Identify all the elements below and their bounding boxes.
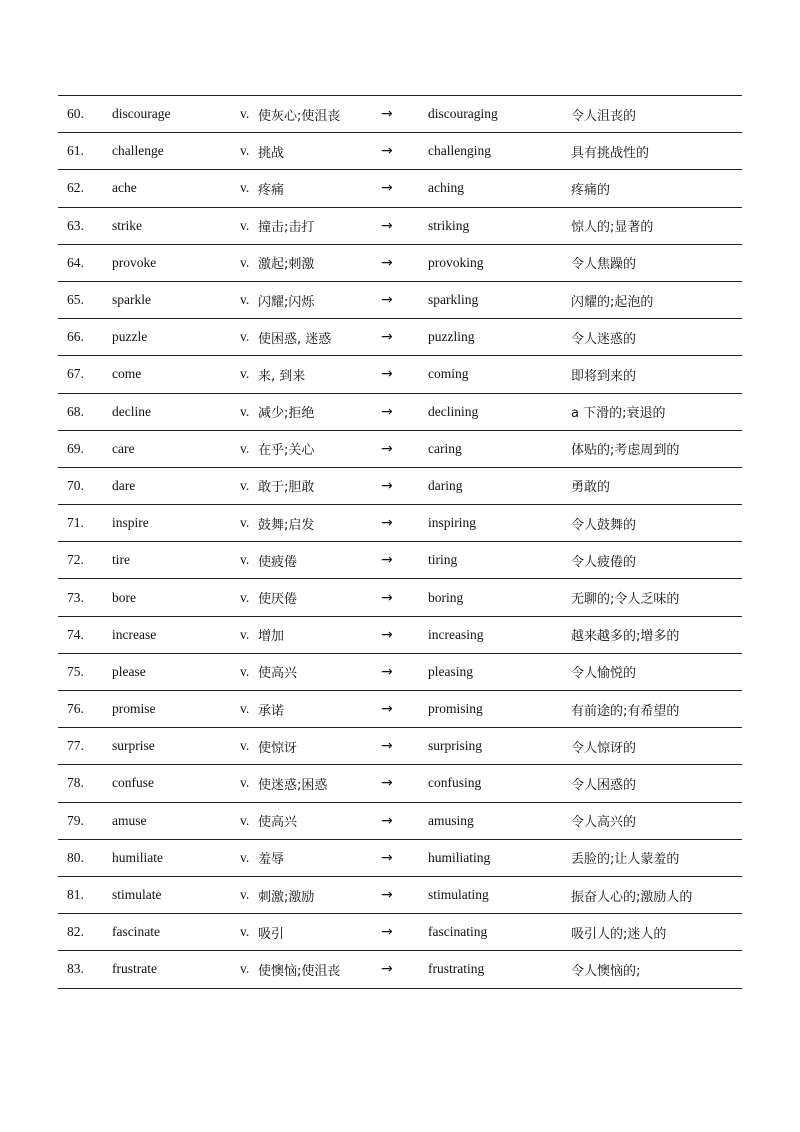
row-number: 77. xyxy=(67,738,84,754)
verb-meaning: 刺激;激励 xyxy=(258,889,315,905)
verb-word: strike xyxy=(112,217,142,233)
part-of-speech: v. xyxy=(240,849,250,865)
part-of-speech: v. xyxy=(240,180,250,196)
part-of-speech: v. xyxy=(240,440,250,456)
adjective-word: confusing xyxy=(428,775,482,791)
verb-word: promise xyxy=(112,701,156,717)
arrow-icon: → xyxy=(381,626,393,643)
arrow-icon: → xyxy=(381,180,393,197)
table-row xyxy=(58,579,742,616)
arrow-icon: → xyxy=(381,552,393,569)
part-of-speech: v. xyxy=(240,663,250,679)
adjective-meaning: 令人疲倦的 xyxy=(571,554,637,570)
arrow-icon: → xyxy=(381,440,393,457)
verb-meaning: 减少;拒绝 xyxy=(258,406,315,422)
row-number: 76. xyxy=(67,701,84,717)
table-row xyxy=(58,468,742,505)
verb-word: sparkle xyxy=(112,292,151,308)
verb-meaning: 吸引 xyxy=(258,926,285,942)
verb-meaning: 激起;刺激 xyxy=(258,257,315,273)
adjective-meaning: 无聊的;令人乏味的 xyxy=(571,592,680,608)
verb-meaning: 使灰心;使沮丧 xyxy=(258,108,341,124)
verb-word: decline xyxy=(112,403,151,419)
adjective-meaning: 疼痛的 xyxy=(571,182,611,198)
adjective-word: coming xyxy=(428,366,469,382)
verb-word: challenge xyxy=(112,143,164,159)
adjective-word: declining xyxy=(428,403,479,419)
arrow-icon: → xyxy=(381,589,393,606)
table-row xyxy=(58,394,742,431)
adjective-meaning: 闪耀的;起泡的 xyxy=(571,294,654,310)
table-row xyxy=(58,431,742,468)
arrow-icon: → xyxy=(381,403,393,420)
part-of-speech: v. xyxy=(240,403,250,419)
part-of-speech: v. xyxy=(240,106,250,122)
adjective-word: stimulating xyxy=(428,887,489,903)
row-number: 69. xyxy=(67,440,84,456)
adjective-meaning: 勇敢的 xyxy=(571,480,611,496)
adjective-meaning: 令人惊讶的 xyxy=(571,740,637,756)
verb-meaning: 撞击;击打 xyxy=(258,220,315,236)
adjective-meaning: 即将到来的 xyxy=(571,368,637,384)
adjective-word: discouraging xyxy=(428,106,498,122)
part-of-speech: v. xyxy=(240,887,250,903)
arrow-icon: → xyxy=(381,924,393,941)
table-row xyxy=(58,208,742,245)
verb-word: provoke xyxy=(112,254,157,270)
adjective-word: striking xyxy=(428,217,470,233)
adjective-word: puzzling xyxy=(428,329,475,345)
table-row xyxy=(58,914,742,951)
adjective-meaning: 吸引人的;迷人的 xyxy=(571,926,667,942)
adjective-meaning: 振奋人心的;激励人的 xyxy=(571,889,693,905)
row-number: 70. xyxy=(67,477,84,493)
arrow-icon: → xyxy=(381,292,393,309)
row-number: 66. xyxy=(67,329,84,345)
table-row xyxy=(58,803,742,840)
verb-meaning: 来, 到来 xyxy=(258,368,306,384)
part-of-speech: v. xyxy=(240,292,250,308)
table-row xyxy=(58,654,742,691)
adjective-meaning: 令人懊恼的; xyxy=(571,963,641,979)
adjective-word: provoking xyxy=(428,254,484,270)
arrow-icon: → xyxy=(381,106,393,123)
row-number: 71. xyxy=(67,515,84,531)
row-number: 78. xyxy=(67,775,84,791)
row-number: 67. xyxy=(67,366,84,382)
table-row xyxy=(58,840,742,877)
verb-word: confuse xyxy=(112,775,154,791)
table-row xyxy=(58,617,742,654)
verb-meaning: 挑战 xyxy=(258,145,285,161)
part-of-speech: v. xyxy=(240,477,250,493)
arrow-icon: → xyxy=(381,701,393,718)
arrow-icon: → xyxy=(381,254,393,271)
adjective-word: pleasing xyxy=(428,663,473,679)
table-row xyxy=(58,356,742,393)
verb-meaning: 使迷惑;困惑 xyxy=(258,777,328,793)
verb-meaning: 敢于;胆敢 xyxy=(258,480,315,496)
arrow-icon: → xyxy=(381,366,393,383)
arrow-icon: → xyxy=(381,143,393,160)
table-row xyxy=(58,691,742,728)
arrow-icon: → xyxy=(381,663,393,680)
verb-word: increase xyxy=(112,626,157,642)
adjective-word: daring xyxy=(428,477,463,493)
row-number: 62. xyxy=(67,180,84,196)
adjective-word: caring xyxy=(428,440,462,456)
part-of-speech: v. xyxy=(240,738,250,754)
table-row xyxy=(58,282,742,319)
verb-word: fascinate xyxy=(112,924,160,940)
adjective-meaning: 令人沮丧的 xyxy=(571,108,637,124)
part-of-speech: v. xyxy=(240,254,250,270)
part-of-speech: v. xyxy=(240,812,250,828)
row-number: 72. xyxy=(67,552,84,568)
adjective-word: increasing xyxy=(428,626,484,642)
table-row xyxy=(58,170,742,207)
verb-word: dare xyxy=(112,477,136,493)
adjective-word: boring xyxy=(428,589,464,605)
arrow-icon: → xyxy=(381,217,393,234)
adjective-meaning: 令人愉悦的 xyxy=(571,666,637,682)
arrow-icon: → xyxy=(381,515,393,532)
row-number: 81. xyxy=(67,887,84,903)
part-of-speech: v. xyxy=(240,924,250,940)
verb-word: please xyxy=(112,663,146,679)
adjective-meaning: 越来越多的;增多的 xyxy=(571,629,680,645)
verb-meaning: 使困惑, 迷惑 xyxy=(258,331,332,347)
adjective-word: tiring xyxy=(428,552,458,568)
verb-word: ache xyxy=(112,180,137,196)
table-row xyxy=(58,505,742,542)
row-number: 61. xyxy=(67,143,84,159)
arrow-icon: → xyxy=(381,477,393,494)
arrow-icon: → xyxy=(381,329,393,346)
table-row xyxy=(58,951,742,988)
vocabulary-table xyxy=(58,96,742,989)
part-of-speech: v. xyxy=(240,143,250,159)
verb-meaning: 鼓舞;启发 xyxy=(258,517,315,533)
row-number: 63. xyxy=(67,217,84,233)
adjective-meaning: 丢脸的;让人蒙羞的 xyxy=(571,852,680,868)
verb-word: surprise xyxy=(112,738,155,754)
row-number: 73. xyxy=(67,589,84,605)
verb-meaning: 使厌倦 xyxy=(258,592,298,608)
adjective-meaning: 惊人的;显著的 xyxy=(571,220,654,236)
adjective-word: surprising xyxy=(428,738,482,754)
row-number: 74. xyxy=(67,626,84,642)
verb-meaning: 使疲倦 xyxy=(258,554,298,570)
row-number: 82. xyxy=(67,924,84,940)
table-row xyxy=(58,133,742,170)
verb-word: tire xyxy=(112,552,130,568)
verb-meaning: 使懊恼;使沮丧 xyxy=(258,963,341,979)
part-of-speech: v. xyxy=(240,552,250,568)
part-of-speech: v. xyxy=(240,589,250,605)
adjective-meaning: 令人焦躁的 xyxy=(571,257,637,273)
verb-meaning: 疼痛 xyxy=(258,182,285,198)
table-row xyxy=(58,877,742,914)
adjective-word: sparkling xyxy=(428,292,479,308)
part-of-speech: v. xyxy=(240,775,250,791)
verb-meaning: 使高兴 xyxy=(258,666,298,682)
part-of-speech: v. xyxy=(240,961,250,977)
verb-word: puzzle xyxy=(112,329,148,345)
table-row xyxy=(58,245,742,282)
adjective-word: fascinating xyxy=(428,924,488,940)
adjective-meaning: 令人高兴的 xyxy=(571,815,637,831)
table-row xyxy=(58,319,742,356)
verb-meaning: 在乎;关心 xyxy=(258,443,315,459)
arrow-icon: → xyxy=(381,812,393,829)
verb-meaning: 使惊讶 xyxy=(258,740,298,756)
arrow-icon: → xyxy=(381,775,393,792)
arrow-icon: → xyxy=(381,961,393,978)
adjective-meaning: 具有挑战性的 xyxy=(571,145,650,161)
part-of-speech: v. xyxy=(240,329,250,345)
part-of-speech: v. xyxy=(240,366,250,382)
verb-meaning: 增加 xyxy=(258,629,285,645)
row-number: 75. xyxy=(67,663,84,679)
verb-word: frustrate xyxy=(112,961,157,977)
verb-meaning: 使高兴 xyxy=(258,815,298,831)
verb-word: discourage xyxy=(112,106,171,122)
verb-word: stimulate xyxy=(112,887,162,903)
row-number: 68. xyxy=(67,403,84,419)
part-of-speech: v. xyxy=(240,626,250,642)
table-row xyxy=(58,728,742,765)
table-row xyxy=(58,96,742,133)
adjective-word: promising xyxy=(428,701,483,717)
verb-word: inspire xyxy=(112,515,149,531)
verb-word: amuse xyxy=(112,812,147,828)
row-number: 83. xyxy=(67,961,84,977)
row-number: 79. xyxy=(67,812,84,828)
verb-word: bore xyxy=(112,589,136,605)
table-row xyxy=(58,542,742,579)
verb-word: come xyxy=(112,366,142,382)
row-number: 65. xyxy=(67,292,84,308)
adjective-word: frustrating xyxy=(428,961,485,977)
part-of-speech: v. xyxy=(240,515,250,531)
adjective-meaning: 令人困惑的 xyxy=(571,777,637,793)
arrow-icon: → xyxy=(381,849,393,866)
adjective-meaning: 令人迷惑的 xyxy=(571,331,637,347)
adjective-word: challenging xyxy=(428,143,491,159)
part-of-speech: v. xyxy=(240,701,250,717)
arrow-icon: → xyxy=(381,887,393,904)
adjective-meaning: a 下滑的;衰退的 xyxy=(571,406,666,422)
verb-meaning: 闪耀;闪烁 xyxy=(258,294,315,310)
adjective-word: inspiring xyxy=(428,515,477,531)
adjective-meaning: 令人鼓舞的 xyxy=(571,517,637,533)
adjective-word: aching xyxy=(428,180,464,196)
verb-meaning: 羞辱 xyxy=(258,852,285,868)
row-number: 80. xyxy=(67,849,84,865)
part-of-speech: v. xyxy=(240,217,250,233)
verb-word: care xyxy=(112,440,135,456)
arrow-icon: → xyxy=(381,738,393,755)
row-number: 64. xyxy=(67,254,84,270)
adjective-meaning: 体贴的;考虑周到的 xyxy=(571,443,680,459)
row-number: 60. xyxy=(67,106,84,122)
adjective-word: humiliating xyxy=(428,849,491,865)
verb-word: humiliate xyxy=(112,849,163,865)
verb-meaning: 承诺 xyxy=(258,703,285,719)
adjective-meaning: 有前途的;有希望的 xyxy=(571,703,680,719)
adjective-word: amusing xyxy=(428,812,474,828)
table-row xyxy=(58,765,742,802)
